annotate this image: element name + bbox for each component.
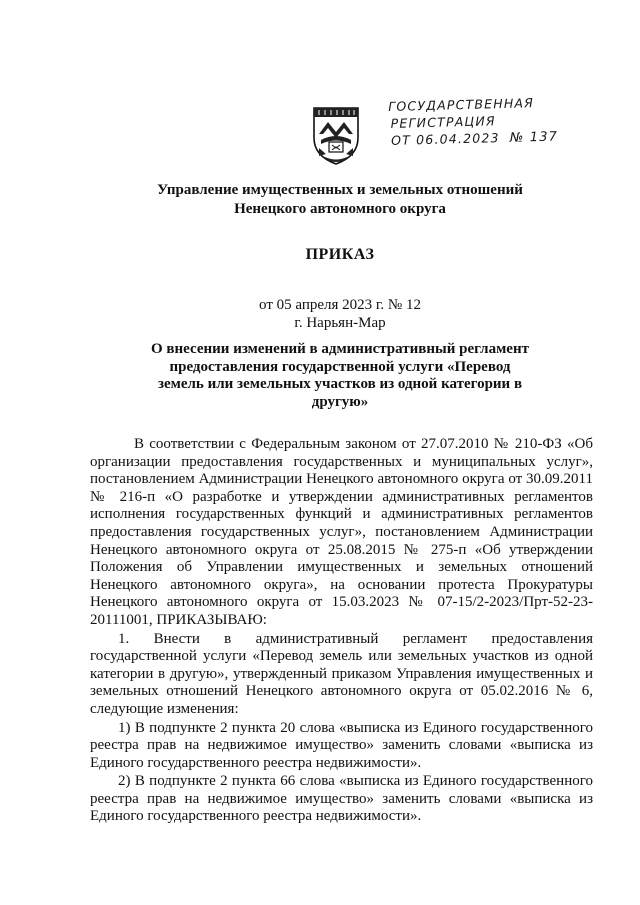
paragraph-subitem-1: 1) В подпункте 2 пункта 20 слова «выписка из Единого государственного реестра прав на недвижимое имущество» заменить словами «выписка из Единого государственного реестра недвижимости». (90, 719, 593, 771)
paragraph-item-1: 1. Внести в административный регламент предоставления государственной услуги «Перевод земель или земельных участков из одной категории в другую», утвержденный приказом Управления имущественных и земельных отношений Ненецкого автономного округа от 05.02.2016 № 6, следующие изменения: (90, 630, 593, 717)
stamp-line-1: ГОСУДАРСТВЕННАЯ (388, 95, 535, 114)
stamp-line-2: РЕГИСТРАЦИЯ (390, 113, 496, 131)
org-line-1: Управление имущественных и земельных отношений (157, 182, 523, 198)
registration-stamp (388, 92, 609, 150)
date-and-place (90, 296, 590, 332)
document-type: ПРИКАЗ (305, 246, 375, 263)
city: г. Нарьян-Мар (294, 315, 386, 331)
date-number: от 05 апреля 2023 г. № 12 (259, 297, 421, 313)
paragraph-preamble: В соответствии с Федеральным законом от 27.07.2010 № 210-ФЗ «Об организации предоставления государственных и муниципальных услуг», постановлением Администрации Ненецкого автономного округа от 30.09.2011 № 216-п «О разработке и утверждении административных регламентов исполнения государственных функций и административных регламентов предоставления государственных услуг», постановлением Администрации Ненецкого автономного округа от 25.08.2015 № 275-п «Об утверждении Положения об Управлении имущественных и земельных отношений Ненецкого автономного округа», на основании протеста Прокуратуры Ненецкого автономного округа от 15.03.2023 № 07-15/2-2023/Прт-52-23-20111001, ПРИКАЗЫВАЮ: (90, 436, 593, 628)
organization-name (90, 181, 590, 219)
document-body (90, 436, 593, 826)
coat-of-arms-icon (311, 104, 361, 166)
document-subject: О внесении изменений в административный регламент предоставления государственной услуги «Перевод земель или земельных участков из одной категории в другую» (151, 341, 529, 410)
org-line-2: Ненецкого автономного округа (234, 201, 446, 217)
paragraph-subitem-2: 2) В подпункте 2 пункта 66 слова «выписка из Единого государственного реестра прав на недвижимое имущество» заменить словами «выписка из Единого государственного реестра недвижимости». (90, 773, 593, 825)
stamp-date: ОТ 06.04.2023 (390, 130, 500, 148)
stamp-number: № 137 (509, 129, 559, 146)
